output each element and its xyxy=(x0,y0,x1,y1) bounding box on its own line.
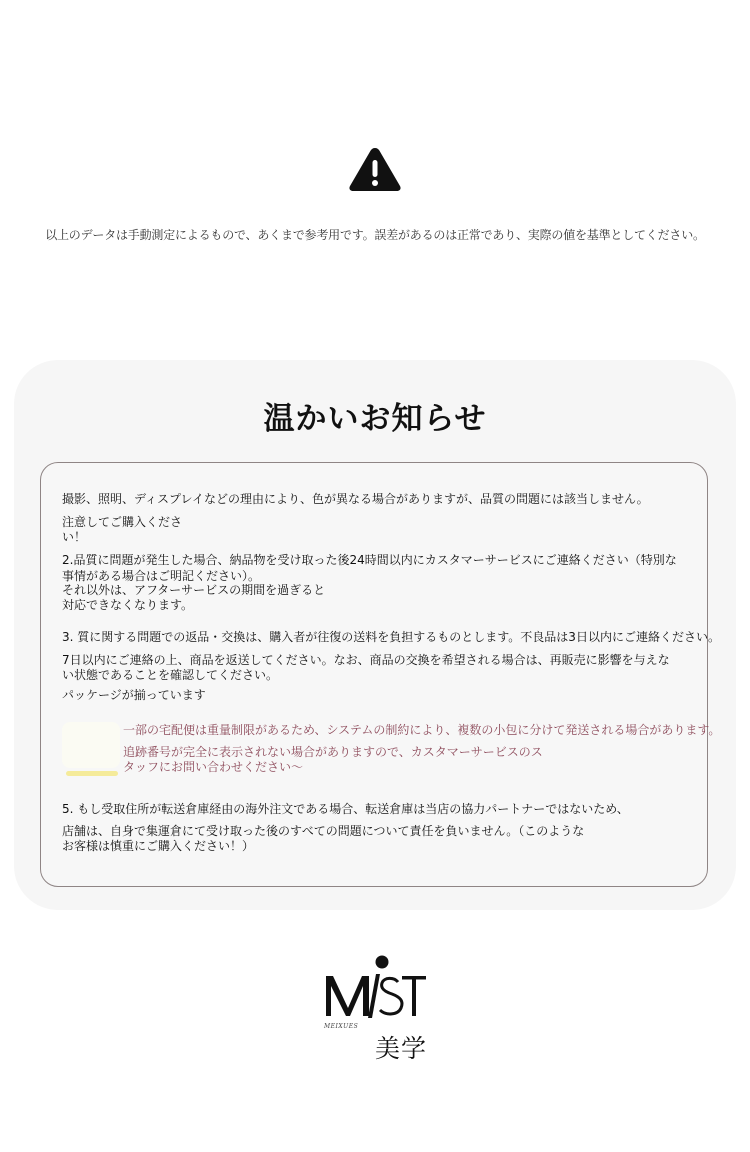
decoration-underline xyxy=(66,771,118,776)
logo-subtext: MEIXUES xyxy=(324,1023,359,1030)
logo-cjk-text: 美学 xyxy=(375,1034,428,1063)
notice-line-accent: 一部の宅配便は重量制限があるため、システムの制約により、複数の小包に分けて発送される場合があります。 xyxy=(123,723,721,737)
notice-line: い！ xyxy=(62,530,87,544)
notice-line: 5. もし受取住所が転送倉庫経由の海外注文である場合、転送倉庫は当店の協力パートナーではないため、 xyxy=(62,802,629,816)
decoration-glow xyxy=(62,722,120,768)
notice-line: それ以外は、アフターサービスの期間を過ぎると xyxy=(62,583,326,597)
notice-line: お客様は慎重にご購入ください！） xyxy=(62,839,255,853)
notice-line: 3. 質に関する問題での返品・交換は、購入者が往復の送料を負担するものとします。不良品は3日以内にご連絡ください。 xyxy=(62,630,720,644)
notice-line: い状態であることを確認してください。 xyxy=(62,668,279,682)
measurement-disclaimer: 以上のデータは手動測定によるもので、あくまで参考用です。誤差があるのは正常であり、実際の値を基準としてください。 xyxy=(45,228,705,242)
notice-line: 7日以内にご連絡の上、商品を返送してください。なお、商品の交換を希望される場合は、再販売に影響を与えな xyxy=(62,653,670,667)
notice-title: 温かいお知らせ xyxy=(263,401,487,437)
notice-line: 対応できなくなります。 xyxy=(62,598,194,612)
notice-line: 注意してご購入くださ xyxy=(62,515,183,529)
notice-line: 2.品質に問題が発生した場合、納品物を受け取った後24時間以内にカスタマーサービスにご連絡ください（特別な xyxy=(62,553,677,567)
notice-line-accent: 追跡番号が完全に表示されない場合がありますので、カスタマーサービスのス xyxy=(123,745,543,759)
notice-line: パッケージが揃っています xyxy=(62,688,206,702)
warning-triangle-icon xyxy=(348,146,402,192)
notice-line: 店舗は、自身で集運倉にて受け取った後のすべての問題について責任を負いません。（このような xyxy=(62,824,585,838)
notice-line-accent: タッフにお問い合わせください～ xyxy=(123,760,304,774)
notice-line: 撮影、照明、ディスプレイなどの理由により、色が異なる場合がありますが、品質の問題には該当しません。 xyxy=(62,492,649,506)
notice-line: 事情がある場合はご明記ください）。 xyxy=(62,569,261,583)
